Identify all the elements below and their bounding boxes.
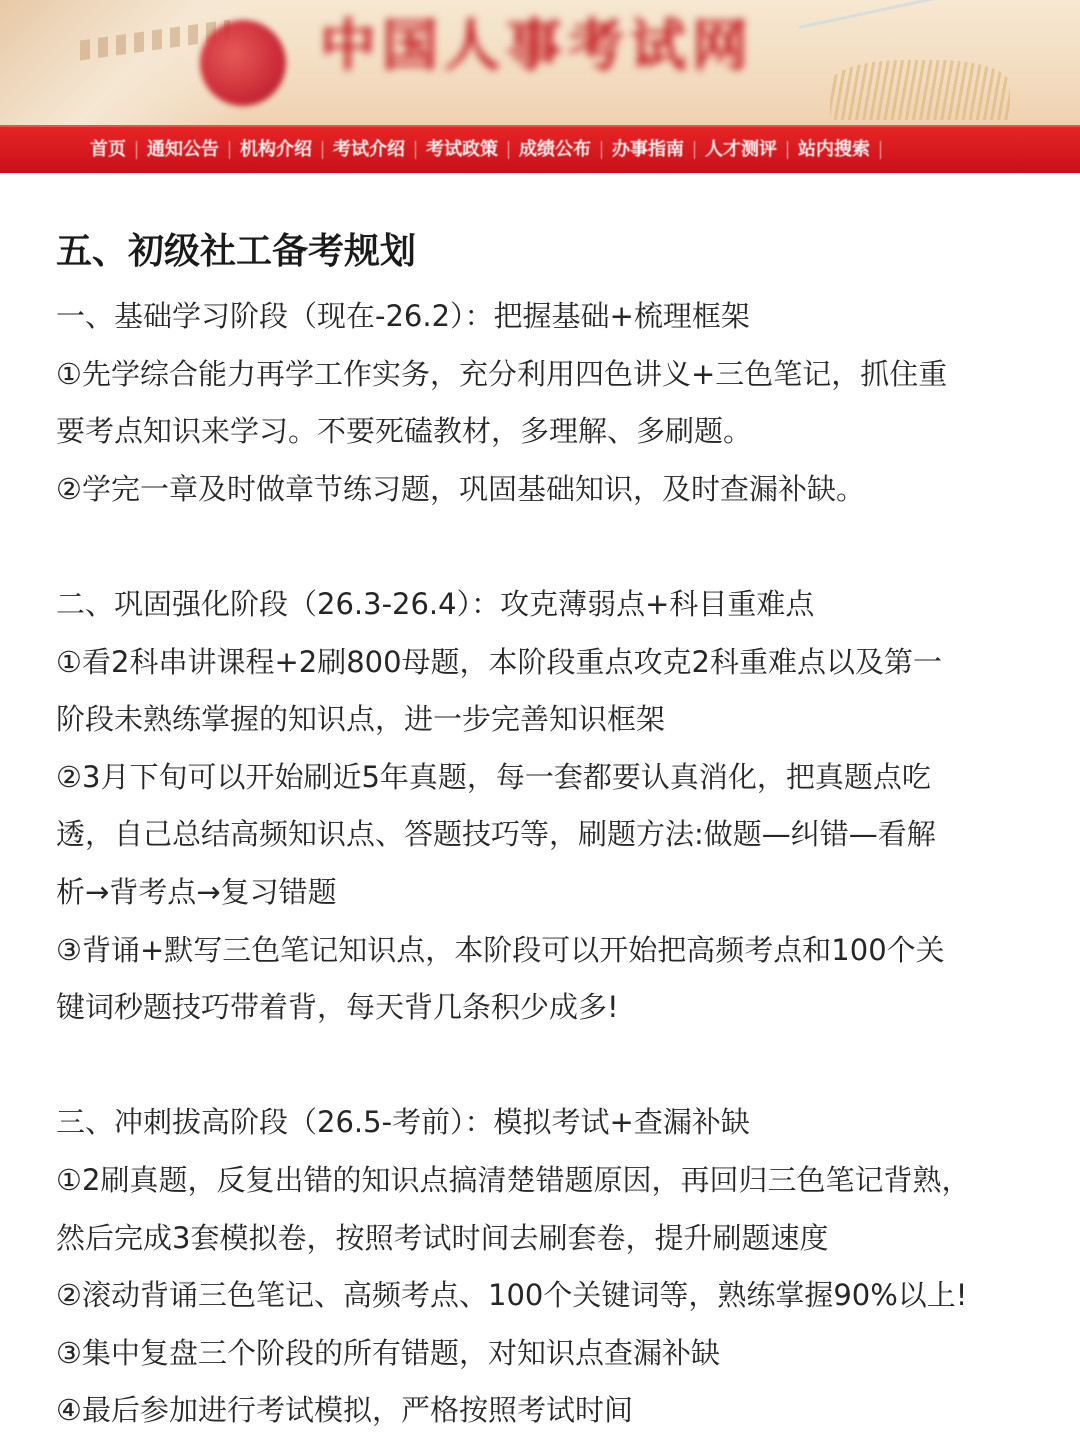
nav-item-exam-intro[interactable]: 考试介绍 bbox=[323, 141, 416, 159]
stage-1-line: 要考点知识来学习。不要死磕教材，多理解、多刷题。 bbox=[56, 414, 753, 449]
stage-3-line: 然后完成3套模拟卷，按照考试时间去刷套卷，提升刷题速度 bbox=[56, 1220, 829, 1255]
main-navigation bbox=[0, 125, 1080, 173]
wheat-graphic bbox=[830, 60, 1010, 120]
stage-3-line: ①2刷真题，反复出错的知识点搞清楚错题原因，再回归三色笔记背熟， bbox=[56, 1162, 971, 1197]
stage-3-line: ③集中复盘三个阶段的所有错题，对知识点查漏补缺 bbox=[56, 1335, 720, 1370]
article-heading: 五、初级社工备考规划 bbox=[56, 231, 417, 272]
section-spacer bbox=[56, 1037, 1056, 1095]
stage-2-line: 透，自己总结高频知识点、答题技巧等，刷题方法:做题—纠错—看解 bbox=[56, 817, 936, 852]
nav-item-home[interactable]: 首页 bbox=[80, 141, 137, 159]
stage-1-line: ②学完一章及时做章节练习题，巩固基础知识，及时查漏补缺。 bbox=[56, 471, 865, 506]
nav-item-notices[interactable]: 通知公告 bbox=[137, 141, 230, 159]
nav-item-guide[interactable]: 办事指南 bbox=[602, 141, 695, 159]
stage-2-line: 析→背考点→复习错题 bbox=[56, 874, 337, 909]
airplane-graphic bbox=[799, 0, 951, 50]
stage-2-line: 阶段未熟练掌握的知识点，进一步完善知识框架 bbox=[56, 702, 666, 737]
stage-2-line: ②3月下旬可以开始刷近5年真题，每一套都要认真消化，把真题点吃 bbox=[56, 759, 931, 794]
national-emblem-logo bbox=[200, 20, 286, 106]
stage-3-line: ④最后参加进行考试模拟，严格按照考试时间 bbox=[56, 1393, 633, 1428]
nav-item-results[interactable]: 成绩公布 bbox=[509, 141, 602, 159]
article-content bbox=[56, 222, 1056, 1440]
stage-1-title: 一、基础学习阶段（现在-26.2）：把握基础+梳理框架 bbox=[56, 299, 750, 333]
section-spacer bbox=[56, 518, 1056, 576]
stage-2-line: 键词秒题技巧带着背，每天背几条积少成多! bbox=[56, 990, 619, 1025]
stage-3-title: 三、冲刺拔高阶段（26.5-考前）：模拟考试+查漏补缺 bbox=[56, 1105, 750, 1140]
site-title: 中国人事考试网 bbox=[320, 14, 754, 79]
site-banner bbox=[0, 0, 1080, 125]
stage-2-line: ③背诵+默写三色笔记知识点，本阶段可以开始把高频考点和100个关 bbox=[56, 932, 945, 967]
nav-list bbox=[80, 127, 881, 173]
nav-item-about[interactable]: 机构介绍 bbox=[230, 141, 323, 159]
nav-item-assessment[interactable]: 人才测评 bbox=[695, 141, 788, 159]
stage-1-line: ①先学综合能力再学工作实务，充分利用四色讲义+三色笔记，抓住重 bbox=[56, 356, 948, 391]
stage-2-line: ①看2科串讲课程+2刷800母题，本阶段重点攻克2科重难点以及第一 bbox=[56, 644, 943, 679]
stage-3-line: ②滚动背诵三色笔记、高频考点、100个关键词等，熟练掌握90%以上! bbox=[56, 1278, 968, 1313]
stage-2-title: 二、巩固强化阶段（26.3-26.4）：攻克薄弱点+科目重难点 bbox=[56, 586, 815, 621]
nav-item-site-search[interactable]: 站内搜索 bbox=[788, 141, 881, 159]
nav-item-exam-policy[interactable]: 考试政策 bbox=[416, 141, 509, 159]
